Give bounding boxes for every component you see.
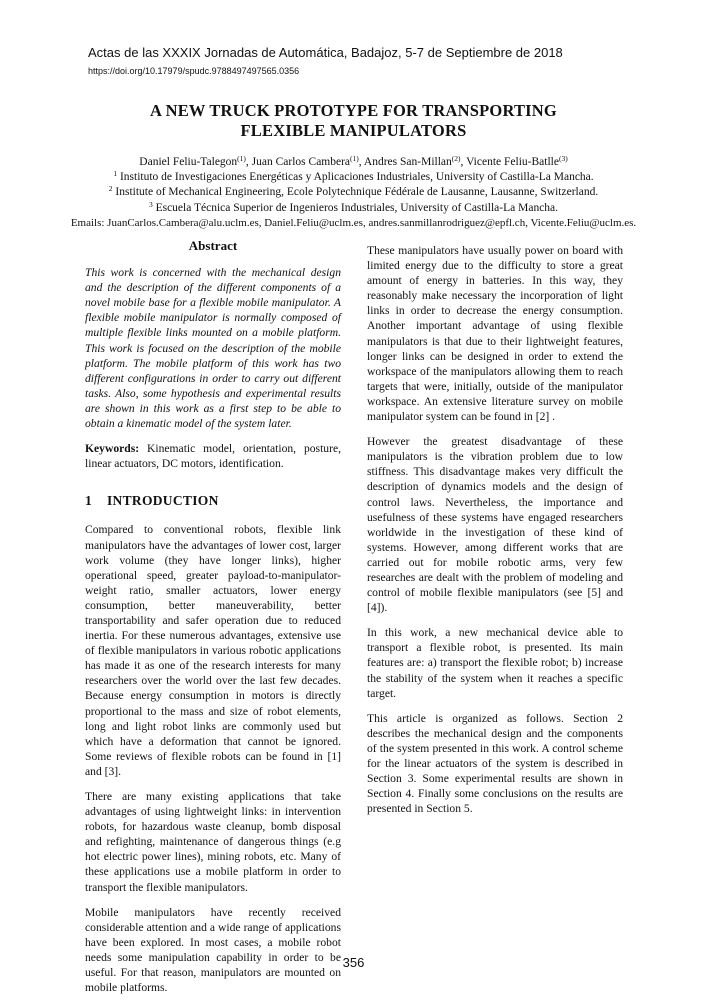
abstract-text: This work is concerned with the mechanical design and the description of the different components of a novel mobile base for a flexible mobile manipulator. A flexible mobile manipulator is normally composed of multiple flexible links mounted on a mobile platform. This work is focused on the description of the mobile platform. The mobile platform of this work has two different configurations in order to carry out different tasks. Also, some hypothesis and experimental results are shown in this work as a first step to be able to obtain a kinematic model of the system later.	[85, 266, 341, 431]
title-line-1: A NEW TRUCK PROTOTYPE FOR TRANSPORTING	[150, 101, 557, 120]
section-heading	[85, 493, 341, 508]
affiliation-2	[0, 185, 707, 200]
affiliation-mark: (1)	[237, 154, 246, 163]
affiliation-number: 1	[113, 169, 118, 179]
keywords-label: Keywords:	[85, 442, 140, 456]
affiliation-text: Instituto de Investigaciones Energéticas y Aplicaciones Industriales, University of Castilla-La Mancha.	[119, 171, 594, 184]
paper-title	[0, 101, 707, 141]
doi-link[interactable]: https://doi.org/10.17979/spudc.9788497497565.0356	[88, 66, 300, 76]
section-title: INTRODUCTION	[107, 493, 219, 509]
paragraph: These manipulators have usually power on board with limited energy due to the difficulty to store a great amount of energy in batteries. In this way, they reasonably make necessary the incorporation of light links in order to decrease the energy consumption. Another important advantage of using flexible manipulators is that due to their lightweight features, longer links can be designed in order to extend the workspace of the manipulators allowing them to reach targets that were, initially, outside of the manipulator workspace. An extensive literature survey on mobile manipulator system can be found in [2] .	[367, 244, 623, 424]
title-line-2: FLEXIBLE MANIPULATORS	[240, 121, 467, 140]
affiliation-mark: (3)	[558, 154, 568, 163]
affiliation-mark: (2)	[451, 154, 461, 163]
author-name: Andres San-Millan	[363, 156, 452, 168]
paragraph: Compared to conventional robots, flexible link manipulators have the advantages of lower cost, larger work volume (they have longer links), higher operational speed, greater payload-to-manipulator-weight ratio, smaller actuators, lower energy consumption, better maneuverability, better transportability and safer operation due to reduced inertia. For these numerous advantages, extensive use of flexible manipulators in various robotic applications has made it as one of the research interests for many researchers over the world over the last few decades. Because energy consumption in motors is directly proportional to the mass and size of robot elements, long and light robot links are commonly used but which have a deformation that cannot be ignored. Some reviews of flexible robots can be found in [1] and [3].	[85, 523, 341, 778]
paragraph: Mobile manipulators have recently received considerable attention and a wide range of applications have been explored. In most cases, a mobile robot needs some manipulation capability in order to be useful. For that reason, manipulators are mounted on mobile platforms.	[85, 905, 341, 995]
section-number: 1	[85, 493, 93, 509]
author-name: Vicente Feliu-Batlle	[466, 156, 559, 168]
affiliation-1	[0, 170, 707, 185]
author-emails: Emails: JuanCarlos.Cambera@alu.uclm.es, Daniel.Feliu@uclm.es, andres.sanmillanrodriguez@epfl.ch, Vicente.Feliu@uclm.es.	[70, 216, 637, 229]
author-list: Daniel Feliu-Talegon$^{(1)}$, Juan Carlos Cambera$^{(1)}$, Andres San-Millan$^{(2)}$, Vicente Feliu-Batlle$^{(3)}$	[139, 154, 568, 168]
left-column	[85, 238, 341, 1005]
affiliation-text: Escuela Técnica Superior de Ingenieros Industriales, University of Castilla-La Mancha.	[155, 201, 559, 214]
affiliation-number: 2	[108, 184, 113, 194]
right-column	[367, 243, 623, 826]
author-block	[0, 155, 707, 231]
affiliation-text: Institute of Mechanical Engineering, Ecole Polytechnique Fédérale de Lausanne, Lausanne, Switzerland.	[115, 186, 599, 199]
keywords	[85, 441, 341, 471]
keywords-text: Kinematic model, orientation, posture, linear actuators, DC motors, identification.	[85, 442, 341, 471]
abstract-heading: Abstract	[188, 238, 238, 253]
conference-header: Actas de las XXXIX Jornadas de Automática, Badajoz, 5-7 de Septiembre de 2018	[88, 45, 563, 60]
paragraph: There are many existing applications that take advantages of using lightweight links: in intervention robots, for hazardous waste cleanup, bomb disposal and refighting, maintenance of dangerous things (e.g hot electric power lines), mining robots, etc. Many of these applications use a mobile platform in order to transport the flexible manipulators.	[85, 790, 341, 894]
affiliation-mark: (1)	[350, 154, 359, 163]
paragraph: However the greatest disadvantage of these manipulators is the vibration problem due to low stiffness. This disadvantage makes very difficult the description of dynamics models and the design of control laws. Nevertheless, the importance and usefulness of these systems have engaged researchers worldwide in the investigation of these kind of systems. However, among different works that are carried out for mobile robotic arms, very few researches are dealt with the problem of modeling and control of mobile flexible manipulators (see [5] and [4]).	[367, 435, 623, 615]
author-name: Juan Carlos Cambera	[251, 156, 351, 168]
affiliation-number: 3	[148, 199, 153, 209]
page-number: 356	[342, 955, 365, 970]
affiliation-3	[0, 201, 707, 216]
paragraph: This article is organized as follows. Section 2 describes the mechanical design and the components of the system presented in this work. A control scheme for the linear actuators of the system is described in Section 3. Some experimental results are shown in Section 4. Finally some conclusions on the results are presented in Section 5.	[367, 711, 623, 816]
paragraph: In this work, a new mechanical device able to transport a flexible robot, is presented. Its main features are: a) transport the flexible robot; b) increase the stability of the system when it reaches a specific target.	[367, 626, 623, 700]
author-name: Daniel Feliu-Talegon	[139, 156, 238, 168]
